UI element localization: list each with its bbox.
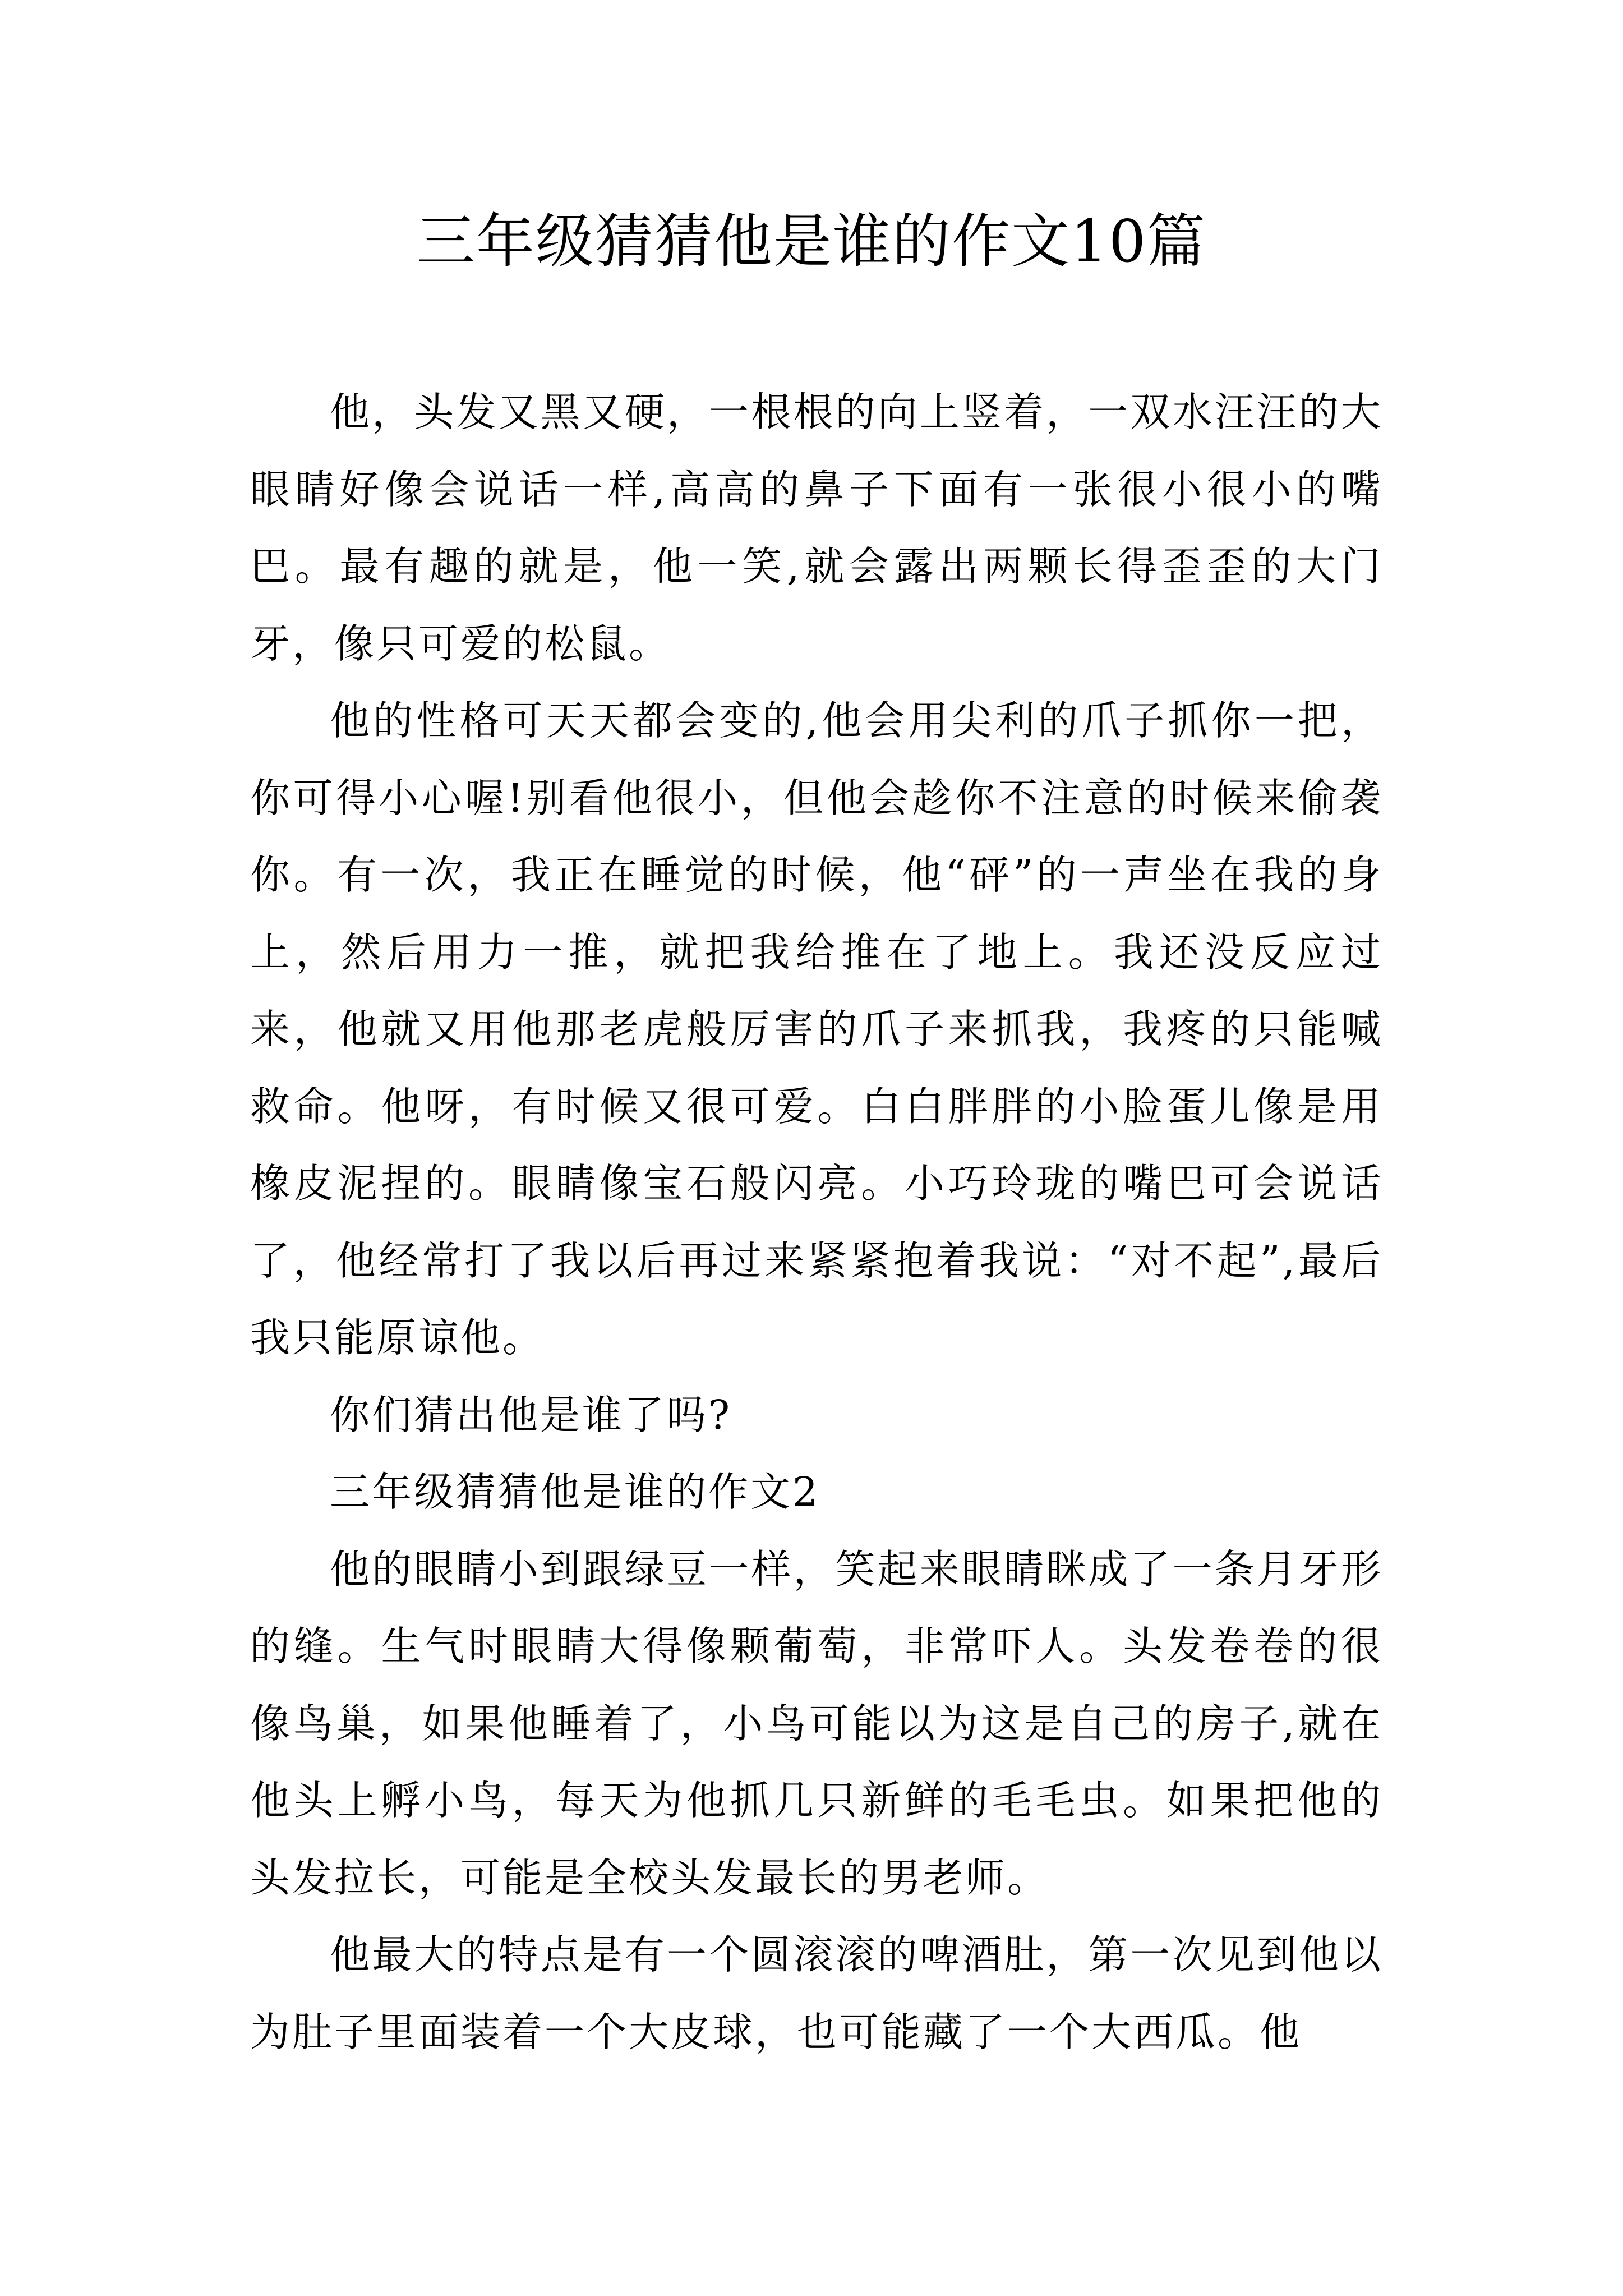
document-body <box>250 374 1383 2070</box>
document-title: 三年级猜猜他是谁的作文10篇 <box>416 207 1207 275</box>
paragraph-4: 他的眼睛小到跟绿豆一样，笑起来眼睛眯成了一条月牙形的缝。生气时眼睛大得像颗葡萄，非常吓人。头发卷卷的很像鸟巢，如果他睡着了，小鸟可能以为这是自己的房子,就在他头上孵小鸟，每天为他抓几只新鲜的毛毛虫。如果把他的头发拉长，可能是全校头发最长的男老师。 <box>250 1545 1383 1901</box>
paragraph-1: 他，头发又黑又硬，一根根的向上竖着，一双水汪汪的大眼睛好像会说话一样,高高的鼻子下面有一张很小很小的嘴巴。最有趣的就是，他一笑,就会露出两颗长得歪歪的大门牙，像只可爱的松鼠。 <box>250 389 1383 667</box>
section-heading-2: 三年级猜猜他是谁的作文2 <box>330 1469 820 1515</box>
paragraph-2: 他的性格可天天都会变的,他会用尖利的爪子抓你一把，你可得小心喔!别看他很小，但他会趁你不注意的时候来偷袭你。有一次，我正在睡觉的时候，他“砰”的一声坐在我的身上，然后用力一推，就把我给推在了地上。我还没反应过来，他就又用他那老虎般厉害的爪子来抓我，我疼的只能喊救命。他呀，有时候又很可爱。白白胖胖的小脸蛋儿像是用橡皮泥捏的。眼睛像宝石般闪亮。小巧玲珑的嘴巴可会说话了，他经常打了我以后再过来紧紧抱着我说：“对不起”,最后我只能原谅他。 <box>250 697 1383 1361</box>
paragraph-5: 他最大的特点是有一个圆滚滚的啤酒肚，第一次见到他以为肚子里面装着一个大皮球，也可能藏了一个大西瓜。他 <box>250 1931 1383 2055</box>
paragraph-3: 你们猜出他是谁了吗? <box>330 1391 732 1438</box>
